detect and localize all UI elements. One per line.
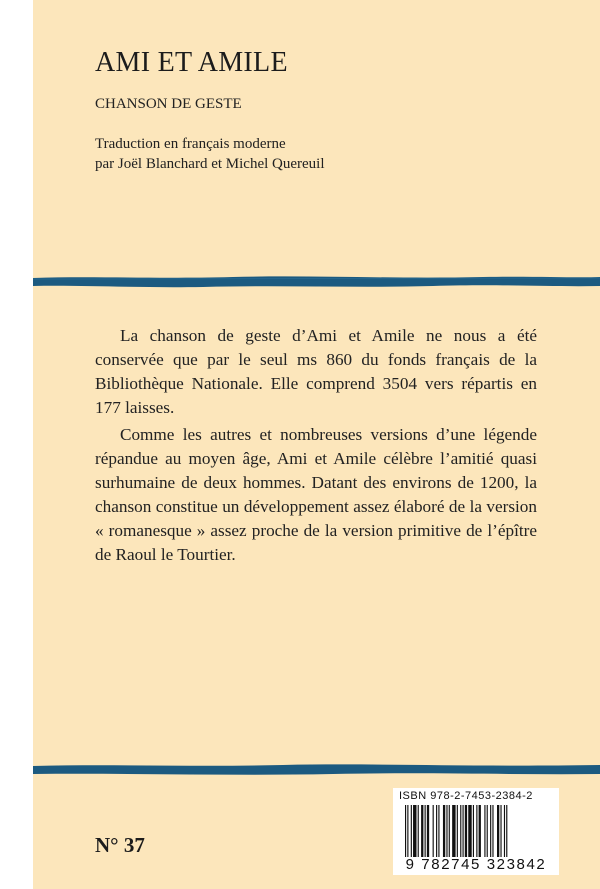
barcode-bar [413, 805, 416, 857]
barcode-bar [452, 805, 455, 857]
barcode-panel [393, 788, 559, 875]
book-summary [95, 324, 537, 567]
barcode-bar [449, 805, 450, 857]
barcode-bar [438, 805, 439, 857]
barcode-bar [476, 805, 477, 857]
barcode-bar [504, 805, 505, 857]
barcode-bar [418, 805, 419, 857]
decorative-band-bottom [33, 763, 600, 777]
barcode-bar [506, 805, 507, 857]
barcode-bar [473, 805, 474, 857]
barcode-bar [484, 805, 485, 857]
barcode-bar [468, 805, 471, 857]
barcode-bar [460, 805, 461, 857]
barcode-bar [436, 805, 437, 857]
barcode-bar [497, 805, 499, 857]
translation-credits [95, 134, 325, 174]
barcode-bar [433, 805, 434, 857]
book-title: AMI ET AMILE [95, 47, 288, 78]
barcode-bar [492, 805, 493, 857]
barcode-bar [463, 805, 464, 857]
barcode-bar [490, 805, 491, 857]
series-number: N° 37 [95, 833, 145, 857]
barcode-bar [465, 805, 467, 857]
credits-line-1: Traduction en français moderne [95, 136, 286, 152]
isbn-barcode [405, 805, 547, 857]
decorative-band-top [33, 274, 600, 290]
barcode-bar [500, 805, 501, 857]
isbn-label: ISBN 978-2-7453-2384-2 [399, 790, 533, 802]
barcode-bar [443, 805, 445, 857]
barcode-bar [457, 805, 458, 857]
summary-paragraph-1: La chanson de geste d’Ami et Amile ne nous a été conservée que par le seul ms 860 du fonds français de la Bibliothèque Nationale. Elle comprend 3504 vers répartis en 177 laisses. [95, 326, 537, 417]
barcode-bar [446, 805, 447, 857]
barcode-bar [407, 805, 408, 857]
barcode-bar [425, 805, 426, 857]
book-subtitle: CHANSON DE GESTE [95, 96, 242, 112]
barcode-bar [479, 805, 481, 857]
barcode-bar [405, 805, 406, 857]
barcode-bar [411, 805, 412, 857]
barcode-bar [421, 805, 423, 857]
credits-line-2: par Joël Blanchard et Michel Quereuil [95, 156, 325, 172]
barcode-digits: 9 782745 323842 [405, 856, 547, 873]
barcode-bar [427, 805, 429, 857]
barcode-bar [487, 805, 488, 857]
summary-paragraph-2: Comme les autres et nombreuses versions d’une légende répandue au moyen âge, Ami et Amile célèbre l’amitié quasi surhumaine de deux hommes. Datant des environs de 1200, la chanson constitue un développement assez élaboré de la version « romanesque » assez proche de la version primitive de l’épître de Raoul le Tourtier. [95, 425, 537, 564]
